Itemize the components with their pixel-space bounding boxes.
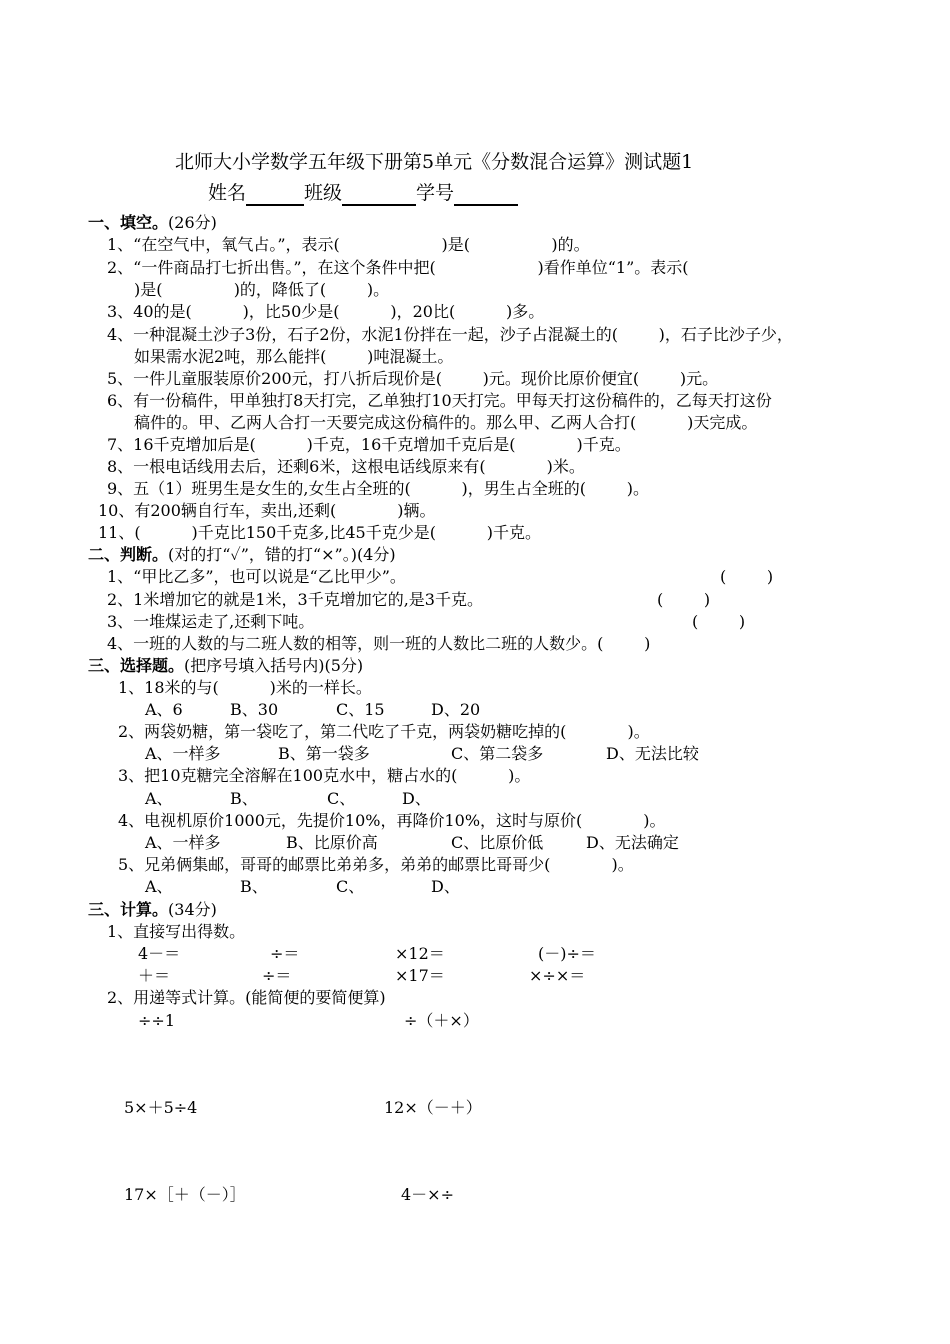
judge-answer-2[interactable]: ( ) [657,590,711,609]
calc-step-1: ÷÷1 [138,1011,175,1030]
fill-question-9: 9、五（1）班男生是女生的,女生占全班的( )，男生占全班的( )。 [107,479,649,498]
judge-answer-3[interactable]: ( ) [692,612,746,631]
calc-direct-3: ×12＝ [395,944,445,963]
judge-question-3: 3、一堆煤运走了,还剩下吨。 [107,612,315,631]
choice-option-5d[interactable]: D、 [431,877,460,896]
calc-direct-4: (－)÷＝ [538,944,596,963]
judge-answer-1[interactable]: ( ) [720,567,774,586]
page-title: 北师大小学数学五年级下册第5单元《分数混合运算》测试题1 [175,151,694,173]
choice-option-1d[interactable]: D、20 [431,700,481,719]
choice-option-4c[interactable]: C、比原价低 [451,833,544,852]
choice-option-4d[interactable]: D、无法确定 [586,833,679,852]
judge-question-2: 2、1米增加它的就是1米，3千克增加它的,是3千克。 [107,590,483,609]
student-info-line [208,180,518,206]
choice-option-5c[interactable]: C、 [336,877,365,896]
choice-option-2d[interactable]: D、无法比较 [606,744,699,763]
choice-option-3a[interactable]: A、 [145,789,173,808]
calc-direct-8: ×÷×＝ [529,966,586,985]
choice-option-2b[interactable]: B、第一袋多 [278,744,370,763]
class-label: 班级 [304,182,343,204]
fill-question-8: 8、一根电话线用去后，还剩6米，这根电话线原来有( )米。 [107,457,585,476]
id-blank[interactable] [454,184,518,206]
choice-question-5: 5、兄弟俩集邮，哥哥的邮票比弟弟多，弟弟的邮票比哥哥少( )。 [118,855,634,874]
fill-question-5: 5、一件儿童服装原价200元，打八折后现价是( )元。现价比原价便宜( )元。 [107,369,719,388]
fill-question-2-line-2: )是( )的，降低了( )。 [134,280,390,299]
choice-option-1a[interactable]: A、6 [145,700,183,719]
fill-question-7: 7、16千克增加后是( )千克，16千克增加千克后是( )千克。 [107,435,631,454]
class-blank[interactable] [342,184,416,206]
fill-question-3: 3、40的是( )，比50少是( )，20比( )多。 [107,302,545,321]
section-fill-blank-heading: 一、填空。(26分) [88,213,217,232]
judge-question-4: 4、一班的人数的与二班人数的相等，则一班的人数比二班的人数少。( ) [107,634,651,653]
calc-direct-5: ＋＝ [138,966,171,985]
fill-question-6-line-1: 6、有一份稿件，甲单独打8天打完，乙单独打10天打完。甲每天打这份稿件的，乙每天打这份 [107,391,772,410]
choice-option-5b[interactable]: B、 [240,877,268,896]
choice-option-3c[interactable]: C、 [327,789,356,808]
choice-option-4a[interactable]: A、一样多 [145,833,221,852]
choice-option-4b[interactable]: B、比原价高 [286,833,378,852]
fill-question-4-line-1: 4、一种混凝土沙子3份，石子2份，水泥1份拌在一起，沙子占混凝土的( )，石子比沙子少， [107,325,793,344]
id-label: 学号 [416,182,455,204]
fill-question-2-line-1: 2、“一件商品打七折出售。”，在这个条件中把( )看作单位“1”。表示( [107,258,689,277]
name-blank[interactable] [246,184,304,206]
calc-sub-heading-2: 2、用递等式计算。(能简便的要简便算) [107,988,386,1007]
fill-question-10: 10、有200辆自行车，卖出,还剩( )辆。 [98,501,436,520]
name-label: 姓名 [208,182,247,204]
choice-option-5a[interactable]: A、 [145,877,173,896]
section-calc-heading: 三、计算。(34分) [88,900,217,919]
choice-question-3: 3、把10克糖完全溶解在100克水中，糖占水的( )。 [118,766,531,785]
calc-direct-2: ÷＝ [270,944,300,963]
choice-option-2c[interactable]: C、第二袋多 [451,744,544,763]
calc-step-4: 12×（－＋） [384,1098,482,1117]
calc-step-2: ÷（＋×） [404,1011,479,1030]
fill-question-4-line-2: 如果需水泥2吨，那么能拌( )吨混凝土。 [134,347,454,366]
calc-direct-6: ÷＝ [262,966,292,985]
calc-direct-7: ×17＝ [395,966,445,985]
calc-step-6: 4－×÷ [401,1185,454,1204]
calc-step-5: 17×［＋（－）］ [124,1185,246,1204]
section-judge-heading: 二、判断。(对的打“✓”，错的打“×”。)(4分) [88,545,396,564]
judge-question-1: 1、“甲比乙多”，也可以说是“乙比甲少”。 [107,567,406,586]
choice-question-1: 1、18米的与( )米的一样长。 [118,678,372,697]
choice-option-1c[interactable]: C、15 [336,700,385,719]
choice-option-1b[interactable]: B、30 [230,700,279,719]
section-choice-heading: 三、选择题。(把序号填入括号内)(5分) [88,656,364,675]
fill-question-11: 11、( )千克比150千克多,比45千克少是( )千克。 [98,523,542,542]
fill-question-1: 1、“在空气中，氧气占。”，表示( )是( )的。 [107,235,590,254]
choice-option-2a[interactable]: A、一样多 [145,744,221,763]
choice-question-4: 4、电视机原价1000元，先提价10%，再降价10%，这时与原价( )。 [118,811,666,830]
choice-option-3d[interactable]: D、 [402,789,431,808]
calc-sub-heading-1: 1、直接写出得数。 [107,922,246,941]
choice-option-3b[interactable]: B、 [230,789,258,808]
fill-question-6-line-2: 稿件的。甲、乙两人合打一天要完成这份稿件的。那么甲、乙两人合打( )天完成。 [134,413,758,432]
choice-question-2: 2、两袋奶糖，第一袋吃了，第二代吃了千克，两袋奶糖吃掉的( )。 [118,722,650,741]
calc-direct-1: 4－＝ [138,944,181,963]
calc-step-3: 5×＋5÷4 [124,1098,198,1117]
